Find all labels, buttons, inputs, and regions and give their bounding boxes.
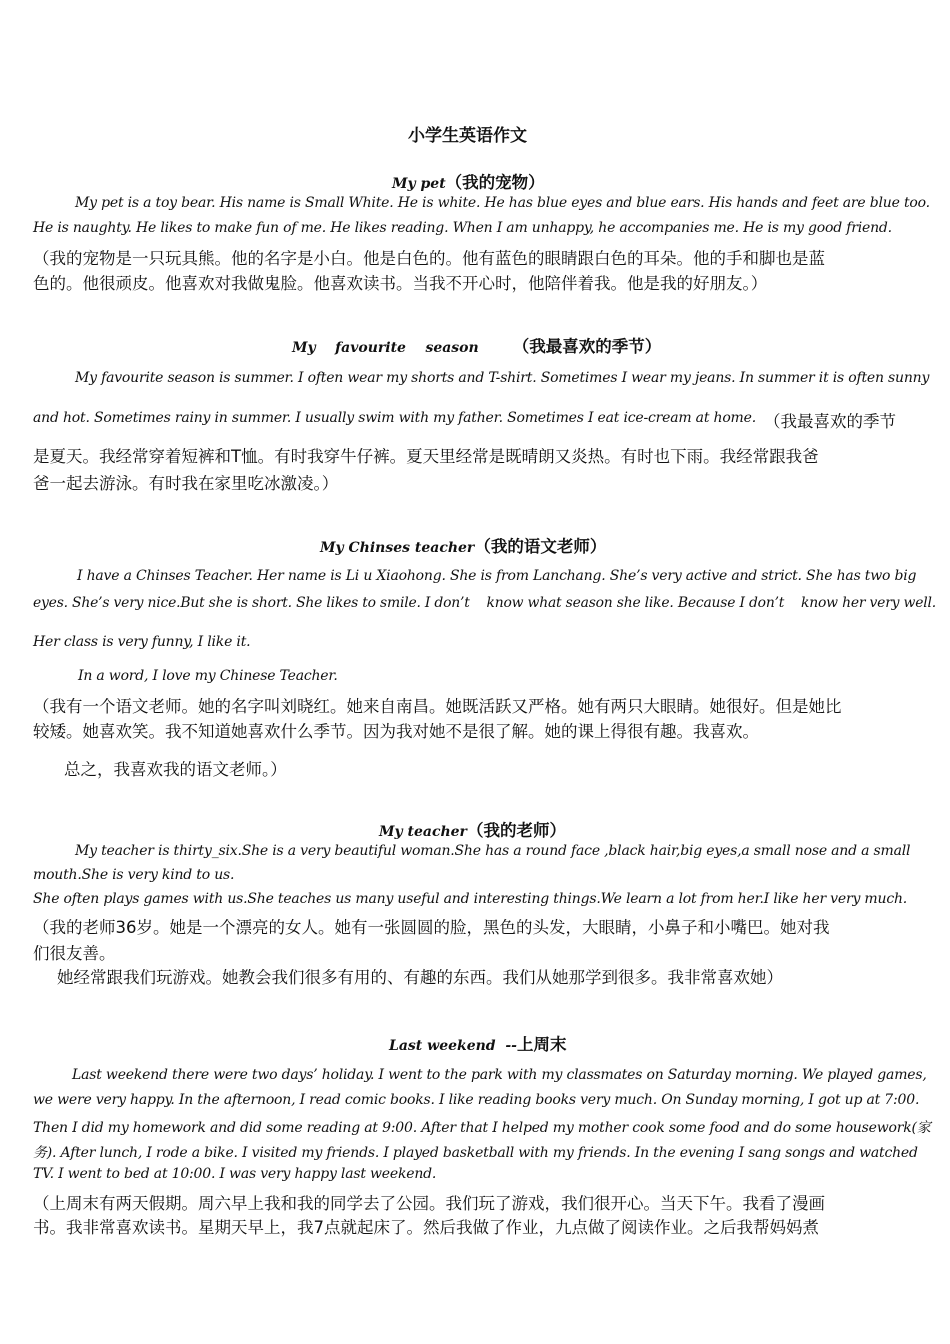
paragraph-line: Then I did my homework and did some reading at 9:00. After that I helped my mother cook some food and do some housework(家	[33, 1120, 931, 1136]
paragraph-line: 们很友善。	[33, 944, 116, 963]
paragraph-line: we were very happy. In the afternoon, I read comic books. I like reading books very much. On Sunday morning, I got up at 7:00.	[33, 1092, 920, 1108]
section-heading-favourite-season	[292, 333, 661, 357]
paragraph-line: （我最喜欢的季节	[764, 412, 896, 431]
paragraph-line: She often plays games with us.She teaches us many useful and interesting things.We learn a lot from her.I like her very much.	[33, 891, 908, 907]
section-heading-zh: （我的语文老师）	[474, 537, 607, 556]
paragraph-line: In a word, I love my Chinese Teacher.	[78, 668, 338, 684]
section-heading-zh: （我的老师）	[466, 821, 566, 840]
paragraph-line: 较矮。她喜欢笑。我不知道她喜欢什么季节。因为我对她不是很了解。她的课上得很有趣。我喜欢。	[33, 722, 759, 741]
paragraph-line: Last weekend there were two days’ holiday. I went to the park with my classmates on Saturday morning. We played games,	[72, 1067, 927, 1083]
paragraph-line: 总之，我喜欢我的语文老师。）	[64, 760, 287, 779]
section-heading-zh: （我最喜欢的季节）	[512, 337, 662, 356]
paragraph-line: 书。我非常喜欢读书。星期天早上，我7点就起床了。然后我做了作业，九点做了阅读作业。之后我帮妈妈煮	[33, 1218, 819, 1237]
paragraph-line: 爸一起去游泳。有时我在家里吃冰激凌。）	[33, 474, 339, 493]
paragraph-line: My pet is a toy bear. His name is Small White. He is white. He has blue eyes and blue ears. His hands and feet are blue too.	[75, 195, 930, 211]
paragraph-line: 务). After lunch, I rode a bike. I visited my friends. I played basketball with my friends. In the evening I sang songs and watched	[33, 1145, 918, 1161]
paragraph-line: Her class is very funny, I like it.	[33, 634, 251, 650]
paragraph-line: My favourite season is summer. I often wear my shorts and T-shirt. Sometimes I wear my jeans. In summer it is often sunny	[75, 370, 930, 386]
paragraph-line: eyes. She’s very nice.But she is short. She likes to smile. I don’t know what season she like. Because I don’t know her very well.	[33, 595, 936, 611]
paragraph-line: （我的老师36岁。她是一个漂亮的女人。她有一张圆圆的脸，黑色的头发，大眼睛，小鼻子和小嘴巴。她对我	[33, 918, 830, 937]
section-heading-chinese-teacher	[320, 533, 606, 557]
paragraph-line: 是夏天。我经常穿着短裤和T恤。有时我穿牛仔裤。夏天里经常是既晴朗又炎热。有时也下雨。我经常跟我爸	[33, 447, 819, 466]
section-heading-my-pet	[392, 169, 545, 193]
section-heading-en: My pet	[392, 176, 446, 192]
paragraph-line: （上周末有两天假期。周六早上我和我的同学去了公园。我们玩了游戏，我们很开心。当天下午。我看了漫画	[33, 1194, 825, 1213]
section-heading-zh: 上周末	[516, 1035, 567, 1054]
paragraph-line: 她经常跟我们玩游戏。她教会我们很多有用的、有趣的东西。我们从她那学到很多。我非常喜欢她）	[57, 968, 783, 987]
section-heading-last-weekend	[389, 1031, 566, 1055]
section-heading-zh: （我的宠物）	[445, 173, 545, 192]
section-heading-my-teacher	[379, 817, 566, 841]
paragraph-line: My teacher is thirty_six.She is a very beautiful woman.She has a round face ,black hair,big eyes,a small nose and a small	[75, 843, 911, 859]
paragraph-line: and hot. Sometimes rainy in summer. I usually swim with my father. Sometimes I eat ice-cream at home.	[33, 410, 756, 426]
paragraph-line: I have a Chinses Teacher. Her name is Li u Xiaohong. She is from Lanchang. She’s very active and strict. She has two big	[77, 568, 917, 584]
paragraph-line: He is naughty. He likes to make fun of me. He likes reading. When I am unhappy, he accompanies me. He is my good friend.	[33, 220, 892, 236]
section-heading-en: Last weekend --	[389, 1038, 517, 1054]
section-heading-en: My favourite season	[292, 340, 479, 356]
paragraph-line: TV. I went to bed at 10:00. I was very happy last weekend.	[33, 1166, 437, 1182]
paragraph-line: （我有一个语文老师。她的名字叫刘晓红。她来自南昌。她既活跃又严格。她有两只大眼睛。她很好。但是她比	[33, 697, 842, 716]
section-heading-en: My Chinses teacher	[320, 540, 475, 556]
section-heading-en: My teacher	[379, 824, 467, 840]
paragraph-line: mouth.She is very kind to us.	[33, 867, 235, 883]
document-title: 小学生英语作文	[408, 126, 527, 146]
paragraph-line: （我的宠物是一只玩具熊。他的名字是小白。他是白色的。他有蓝色的眼睛跟白色的耳朵。他的手和脚也是蓝	[33, 249, 825, 268]
paragraph-line: 色的。他很顽皮。他喜欢对我做鬼脸。他喜欢读书。当我不开心时，他陪伴着我。他是我的好朋友。）	[33, 274, 768, 293]
